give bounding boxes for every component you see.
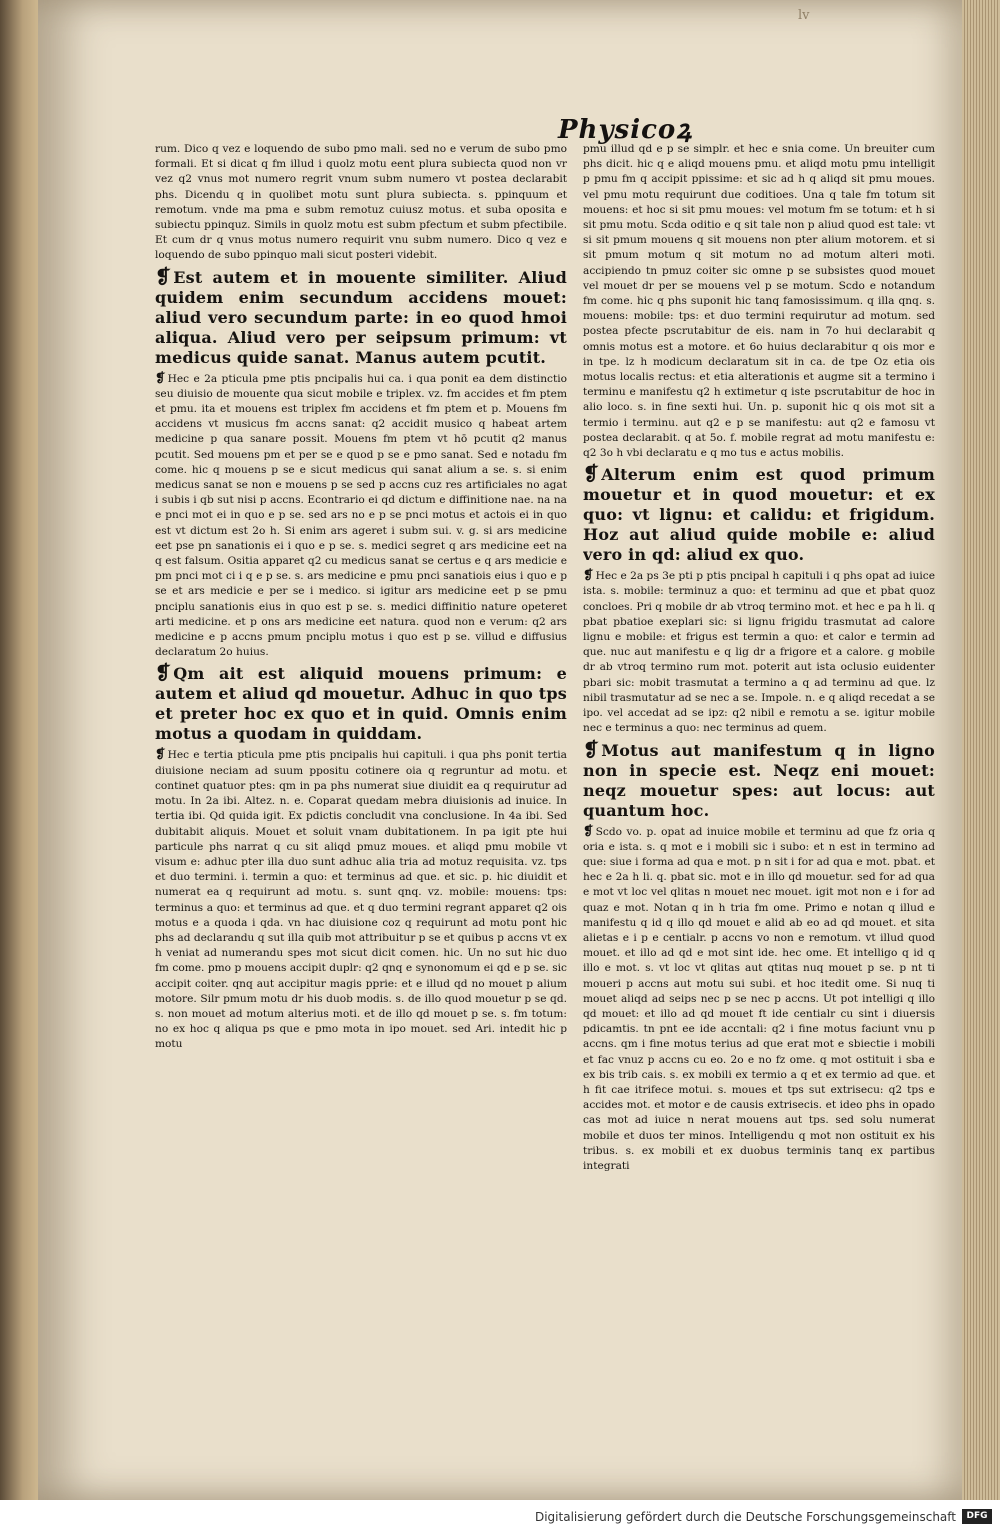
paragraph-mark-icon: ❡ [155, 264, 172, 288]
folio-number: lv [798, 8, 810, 23]
aristotle-text-paragraph [155, 264, 567, 368]
commentary-paragraph [155, 746, 567, 1052]
page-fore-edge [962, 0, 1000, 1500]
paragraph-mark-icon: ❡ [155, 369, 166, 385]
commentary-paragraph [583, 142, 935, 461]
paragraph-mark-icon: ❡ [583, 567, 594, 583]
right-text-column [583, 142, 935, 1252]
commentary-paragraph [583, 567, 935, 736]
commentary-paragraph [155, 370, 567, 661]
commentary-paragraph [583, 823, 935, 1175]
paragraph-mark-icon: ❡ [583, 462, 600, 486]
paragraph-text: rum. Dico q vez e loquendo de subo pmo mali. sed no e verum de subo pmo formali. Et si dicat q fm illud i quolz motu eent plura subiecta quod non vr vez q2 vnus mot numero regrit vnum subm numero vt postea declarabit phs. Dicendu q in quolibet motu sunt plura subiecta. s. ppinquum et remotum. vnde ma pma e subm remotuz cuiusz motus. et suba oposita e subiectu ppinquz. Simils in quolz motu est subm pfectum et subm pfectibile. Et cum dr q vnus motus numero requirit vnu subm numero. Dico q vez e loquendo de subo ppinquo mali sicut posteri videbit. [155, 143, 567, 262]
left-text-column [155, 142, 567, 1242]
aristotle-text-paragraph [583, 464, 935, 565]
paragraph-text: pmu illud qd e p se simplr. et hec e snia come. Un breuiter cum phs dicit. hic q e aliqd mouens pmu. et aliqd motu pmu intelligit p pmu fm q accipit ppissime: et sic ad h q aliqd sit pmu moues. vel pmu motu requirunt due coditioes. Una q tale fm totum sit mouens: et hoc si sit pmu moues: vel motum fm se totum: et h si sit pmu motu. Scda oditio e q sit tale non p aliud quod est tale: vt si sit pmum mouens q sit mouens non pter alium motorem. et si sit pmum motum q sit motum no ad motum alteri moti. accipiendo tn pmuz coiter sic omne p se subsistes quod mouet vel mouet dr per se mouens vel p se motum. Scdo e notandum fm come. hic q phs suponit hic tanq famosissimum. q illa qnq. s. mouens: mobile: tps: et duo termini requirutur ad motum. sed postea pfecte pscrutabitur de eis. nam in 7o hui declarabit q omnis motus est a motore. et 6o huius declarabitur q ois mor e in tpe. lz h modicum declaratum sit in ca. de tpe Oz etia ois motus localis rectus: et etia alterationis et augme sit a termino i terminu e manifestu q2 h extimetur q iste pscrutabitur de hoc in alio loco. s. in fine sexti hui. Un. p. suponit hic q ois mot sit a termio i terminu. aut q2 e p se manifestu: aut q2 e famosu vt postea declarabit. q at 5o. f. mobile regrat ad motu manifestu e: q2 3o h vbi declaratu e q mo tus e actus mobilis. [583, 143, 935, 460]
paragraph-mark-icon: ❡ [155, 746, 166, 762]
commentary-paragraph [155, 142, 567, 264]
funding-notice: Digitalisierung gefördert durch die Deutsche Forschungsgemeinschaft [534, 1510, 956, 1524]
paragraph-mark-icon: ❡ [583, 822, 594, 838]
paragraph-text: Motus aut manifestum q in ligno non in specie est. Neqz eni mouet: neqz mouetur spes: aut locus: aut quantum hoc. [583, 740, 935, 820]
paragraph-text: Hec e 2a ps 3e pti p ptis pncipal h capituli i q phs opat ad iuice ista. s. mobile: terminuz a quo: et terminu ad que et pbat quoz concloes. Pri q mobile dr ab vtroq termino mot. et hec e pa h li. q pbat pbatioe exeplari sic: si lignu frigidu trasmutat ad calore lignu e mobile: et frigus est termin a quo: et calor e termin ad que. nuc aut manifestu e q lig dr a frigore et a calore. g mobile dr ab vtroq termino rum mot. poterit aut ista oclusio euidenter pbari sic: mobit trasmutat a termino a q ad terminu ad que. lz nibil trasmutatur ad se nec a se. Impole. n. e q aliqd recedat a se ipo. vel accedat ad se ipz: q2 nibil e remotu a se. igitur mobile nec e terminus a quo: nec terminus ad quem. [583, 570, 935, 735]
digitization-footer [0, 1500, 1000, 1534]
paragraph-text: Qm ait est aliquid mouens primum: e autem et aliud qd mouetur. Adhuc in quo tps et preter hoc ex quo et in quid. Omnis enim motus a quodam in quiddam. [155, 664, 567, 744]
paragraph-text: Scdo vo. p. opat ad inuice mobile et terminu ad que fz oria q oria e ista. s. q mot e i mobili sic i subo: et n est in termino ad que: siue i forma ad qua e mot. p n sit i for ad qua e mot. pbat. et hec e 2a h li. q. pbat sic. mot e in illo qd mouetur. sed for ad qua e mot vt loc vel qlitas n mouet nec mouet. igit mot non e i for ad quaz e mot. Notan q in h tria fm ome. Primo e notan q illud e manifestu q id q illo qd mouet e alid ab eo ad qd mouet. et sita alietas e i p e centialr. p accns vo non e remotum. vt illud quod mouet. et illo ad qd e mot sint ide. hec ome. Et intelligo q id q illo e mot. s. vt loc vt qlitas aut qtitas nuq mouet p se. p nt ti moueri p accns aut motu sui subi. et hoc itedit ome. Si nuq ti mouet aliqd ad seips nec p se nec p accns. Ut pot intelligi q illo qd mouet: et illo ad qd mouet ft ide centialr cu sint i diuersis pdicamtis. tn pnt ee ide accntali: q2 i fine motus faciunt vnu p accns. qm i fine motus terius ad que erat mot e sbiectie i mobili et fac vnuz p accns cu eo. 2o e no fz ome. q mot ostituit i sba e ex bis trib cais. s. ex mobili ex termio a q et ex termio ad que. et h fit cae itrifece motui. s. moues et tps sut extrisecu: q2 tps e accides mot. et motor e de causis extrisecis. et ideo phs in opado cas mot ad iuice n nerat mouens aut tps. sed solu numerat mobile et duos ter minos. Intelligendu q mot non ostituit ex his tribus. s. ex mobili et ex duobus terminis tanq ex partibus integrati [583, 825, 935, 1172]
paragraph-text: Hec e tertia pticula pme ptis pncipalis hui capituli. i qua phs ponit tertia diuisione neciam ad suum ppositu cotinere oia q regruntur ad motu. et continet quatuor ptes: qm in pa phs numerat siue diuidit ea q requirutur ad motu. In 2a ibi. Altez. n. e. Coparat quedam mebra diuisionis ad inuice. In tertia ibi. Qd quida igit. Ex pdictis concludit vna conclusione. In 4a ibi. Sed dubitabit aliquis. Mouet et soluit vnam dubitationem. In pa igit pte hui particule phs narrat q cu sit aliqd pmuz moues. et aliqd pmu mobile vt visum e: adhuc pter illa duo sunt adhuc alia tria ad motuz requisita. vz. tps et duo termini. i. termin a quo: et terminus ad que. et sic. p. hic diuidit et numerat ea q requirunt ad motu. s. sunt qnq. vz. mobile: mouens: tps: terminus a quo: et terminus ad que. et q duo termini regrant apparet q2 ois motus e a quoda i qda. vn hac diuisione coz q requirunt ad motu pont hic phs ad declarandu q sut illa quib mot attribuitur p se et quibus p accns vt ex h veniat ad numerandu spes mot sicut dicit comen. hic. Un no sut hic duo fm come. pmo p mouens accipit duplr: q2 qnq e synonomum ei qd e p se. sic accipit coiter. qnq aut accipitur magis pprie: et e illud qd no mouet p alium motore. Silr pmum motu dr his duob modis. s. de illo quod mouetur p se qd. s. non mouet ad motum alterius moti. et de illo qd mouet p se. s. fm totum: no ex hoc q aliqua ps que e pmo mota in ipo mouet. sed Ari. intedit hic p motu [155, 749, 567, 1051]
paragraph-text: Hec e 2a pticula pme ptis pncipalis hui ca. i qua ponit ea dem distinctio seu diuisio de mouente qua sicut mobile e triplex. vz. fm accides et fm ptem et pmu. ita et mouens est triplex fm accidens et fm ptem et p. Mouens fm accidens vt musicus fm accns sanat: q2 accidit musico q habeat artem medicine p qua sanare possit. Mouens fm ptem vt hō pcutit q2 manus pcutit. Sed mouens pm et per se e quod p se e pmo sanat. Sed e notadu fm come. hic q mouens p se e sicut medicus qui sanat alium a se. s. si enim medicus sanat se non e mouens p se sed p accns cuz res artificiales no agat i subis i qb sut nisi p accns. Econtrario ei qd dictum e diffinitione nae. na na e pnci mot ei in quo e p se. sed ars no e p se pnci motus et actois ei in quo est vt dictum est 2o h. Si enim ars ageret i subm sui. v. g. si ars medicine eet pse pn sanationis ei i quo e p se. s. medici segret q ars medicine eet na q est falsum. Ositia apparet q2 cu medicus sanat se certus e q ars medicie e pm pnci mot ci i q e p se. s. ars medicine e pmu pnci sanatiois eius i quo e p se et ars medicie e per se i medico. si igitur ars medicine eet p se pmu pnciplu sanationis eius in quo est p se. s. medici diffinitio nature opeteret arti medicine. et p ons ars medicine eet natura. quod non e verum: q2 ars medicine e p accns pmum pnciplu motus i quo est p se. villud e diffusius declaratum 2o huius. [155, 372, 567, 659]
dfg-logo: DFG [962, 1509, 992, 1524]
aristotle-text-paragraph [155, 663, 567, 744]
running-head: Physicoꝝ [558, 115, 693, 145]
paragraph-text: Alterum enim est quod primum mouetur et in quod mouetur: et ex quo: vt lignu: et calidu: et frigidum. Hoz aut aliud quide mobile e: aliud vero in qd: aliud ex quo. [583, 465, 935, 565]
paragraph-text: Est autem et in mouente similiter. Aliud quidem enim secundum accidens mouet: aliud vero secundum parte: in eo quod hmoi aliqua. Aliud vero per seipsum primum: vt medicus quide sanat. Manus autem pcutit. [155, 267, 567, 367]
paragraph-mark-icon: ❡ [583, 737, 600, 761]
book-spine [0, 0, 38, 1534]
aristotle-text-paragraph [583, 737, 935, 821]
paragraph-mark-icon: ❡ [155, 661, 172, 685]
